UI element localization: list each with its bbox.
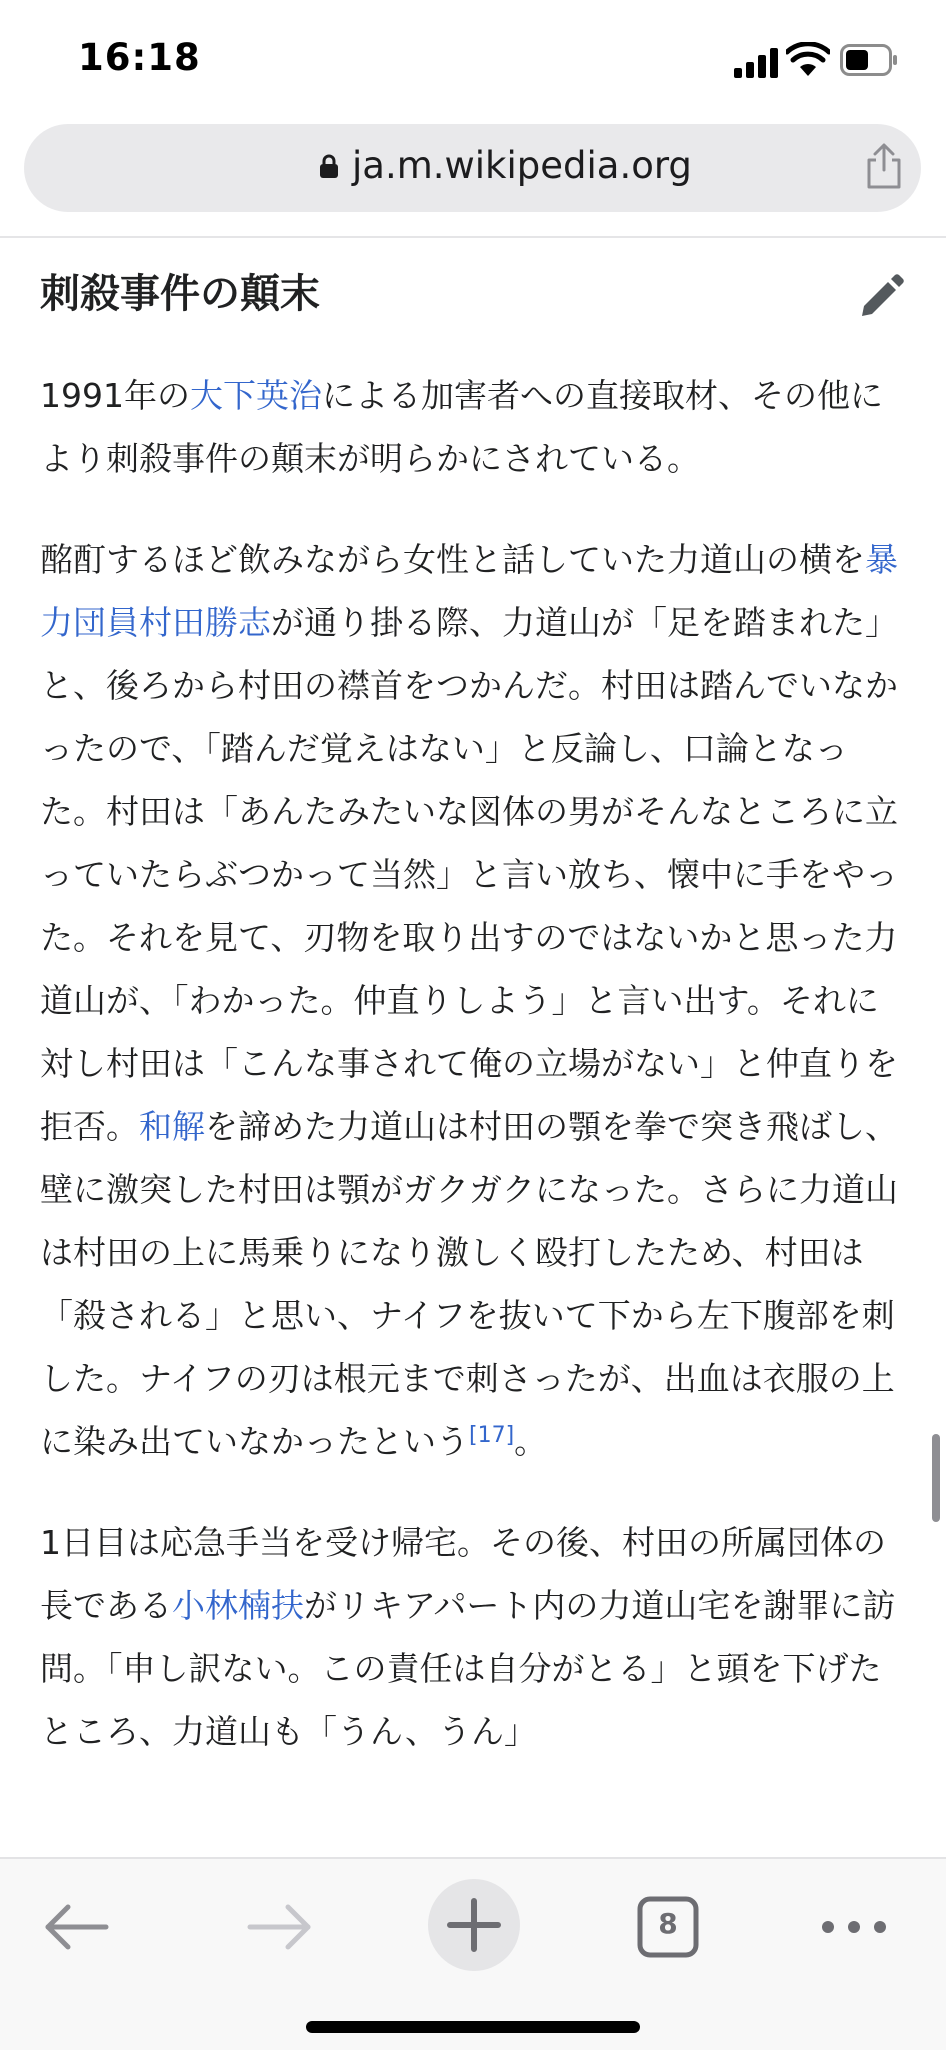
bottom-toolbar: [0, 1857, 946, 2050]
arrow-right-icon[interactable]: [238, 1887, 318, 1967]
cellular-signal-icon: [734, 48, 780, 78]
paragraph-1: 1991年の大下英治による加害者への直接取材、その他により刺殺事件の顛末が明らかにされている。: [40, 376, 883, 478]
link-murata-katsushi[interactable]: 暴力団員村田勝志: [40, 540, 898, 642]
new-tab-button[interactable]: [428, 1879, 520, 1971]
battery-icon: [840, 44, 898, 76]
home-indicator: [306, 2021, 640, 2033]
tab-count: 8: [658, 1907, 678, 1940]
ellipsis-icon[interactable]: [814, 1887, 894, 1967]
article-content: [40, 262, 900, 1763]
header-divider: [0, 236, 946, 238]
link-oshita-eiji[interactable]: 大下英治: [189, 376, 322, 415]
address-bar[interactable]: [24, 124, 921, 212]
paragraph-3: 1日目は応急手当を受け帰宅。その後、村田の所属団体の長である小林楠扶がリキアパート内の力道山宅を謝罪に訪問。「申し訳ない。この責任は自分がとる」と頭を下げたところ、力道山も「うん、うん」: [40, 1523, 896, 1751]
tabs-button[interactable]: [628, 1887, 708, 1967]
lock-icon: [320, 154, 338, 178]
wifi-icon: [786, 42, 830, 78]
link-wakai[interactable]: 和解: [139, 1107, 205, 1146]
url-text: ja.m.wikipedia.org: [352, 144, 692, 187]
status-bar: [0, 0, 946, 118]
plus-icon: [428, 1879, 520, 1971]
arrow-left-icon[interactable]: [38, 1887, 118, 1967]
share-icon[interactable]: [864, 142, 904, 190]
reference-17[interactable]: [17]: [469, 1423, 515, 1448]
paragraph-2: 酩酊するほど飲みながら女性と話していた力道山の横を暴力団員村田勝志が通り掛る際、力道山が「足を踏まれた」と、後ろから村田の襟首をつかんだ。村田は踏んでいなかったので、「踏んだ覚えはない」と反論し、口論となった。村田は「あんたみたいな図体の男がそんなところに立っていたらぶつかって当然」と言い放ち、懐中に手をやった。それを見て、刃物を取り出すのではないかと思った力道山が、「わかった。仲直りしよう」と言い出す。それに対し村田は「こんな事されて俺の立場がない」と仲直りを拒否。和解を諦めた力道山は村田の顎を拳で突き飛ばし、壁に激突した村田は顎がガクガクになった。さらに力道山は村田の上に馬乗りになり激しく殴打したため、村田は「殺される」と思い、ナイフを抜いて下から左下腹部を刺した。ナイフの刃は根元まで刺さったが、出血は衣服の上に染み出ていなかったという[17]。: [40, 540, 898, 1461]
status-time: 16:18: [78, 36, 201, 79]
section-heading: 刺殺事件の顛末: [40, 271, 320, 317]
link-kobayashi-kusuo[interactable]: 小林楠扶: [172, 1586, 304, 1625]
scroll-indicator[interactable]: [932, 1434, 940, 1522]
